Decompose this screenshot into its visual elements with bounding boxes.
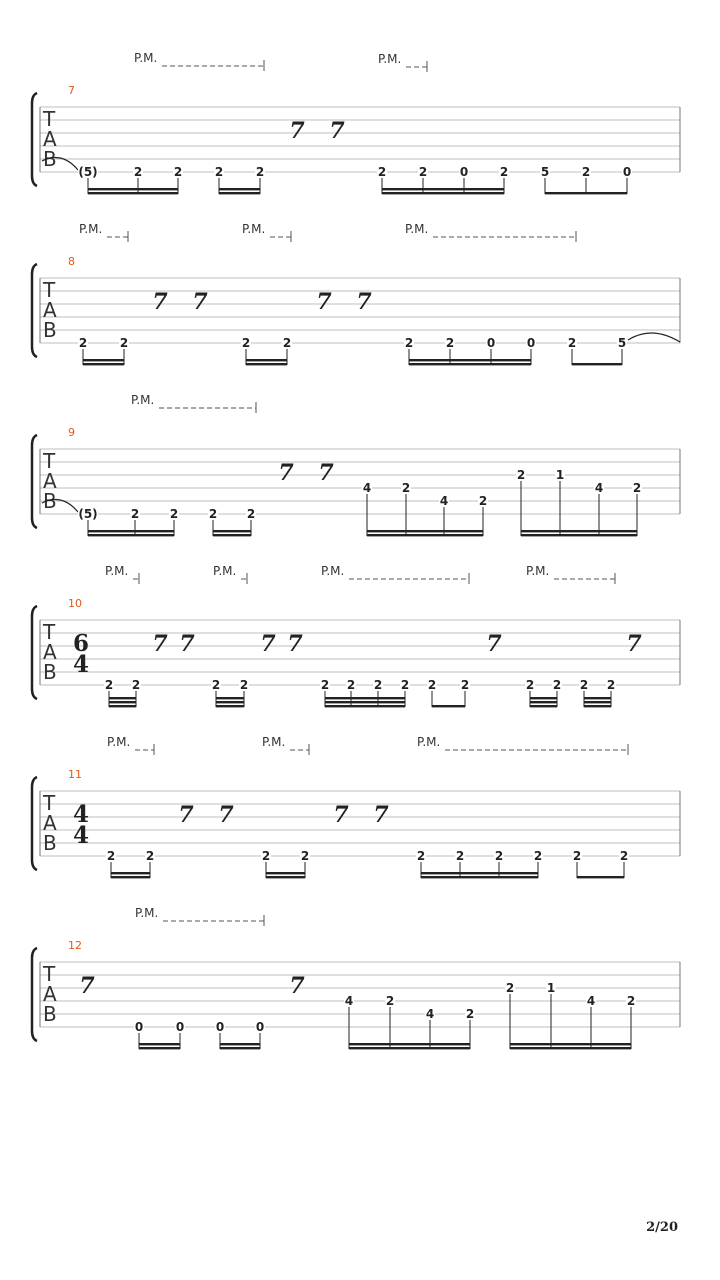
fret-number: 2 xyxy=(104,678,114,692)
system-bracket xyxy=(32,777,37,870)
tab-clef-t: T xyxy=(43,449,56,473)
rest-icon: 7 xyxy=(329,118,345,144)
note-beam xyxy=(83,359,124,361)
fret-number: 2 xyxy=(145,849,155,863)
fret-number: 5 xyxy=(540,165,550,179)
note-beam xyxy=(382,192,504,194)
fret-number: 0 xyxy=(622,165,632,179)
fret-number: 2 xyxy=(516,468,526,482)
note-beam xyxy=(325,697,405,699)
fret-number: 2 xyxy=(131,678,141,692)
note-beam xyxy=(109,697,136,699)
fret-number: 2 xyxy=(572,849,582,863)
rest-icon: 7 xyxy=(178,802,194,828)
fret-number: 2 xyxy=(460,678,470,692)
fret-number: 2 xyxy=(78,336,88,350)
rest-icon: 7 xyxy=(289,118,305,144)
palm-mute-label: P.M. xyxy=(526,564,550,578)
note-beam xyxy=(216,697,244,699)
palm-mute-label: P.M. xyxy=(242,222,266,236)
note-beam xyxy=(421,876,538,878)
note-beam xyxy=(521,534,637,536)
system-bracket xyxy=(32,948,37,1041)
rest-icon: 7 xyxy=(626,631,642,657)
palm-mute-label: P.M. xyxy=(79,222,103,236)
palm-mute-label: P.M. xyxy=(131,393,155,407)
tab-clef-b: B xyxy=(43,489,57,513)
fret-number: 2 xyxy=(211,678,221,692)
note-beam xyxy=(220,1047,260,1049)
palm-mute-label: P.M. xyxy=(321,564,345,578)
fret-number: 0 xyxy=(459,165,469,179)
rest-icon: 7 xyxy=(218,802,234,828)
fret-number: 2 xyxy=(632,481,642,495)
time-signature-top: 4 xyxy=(73,801,90,828)
fret-number: 2 xyxy=(581,165,591,179)
fret-number: 2 xyxy=(505,981,515,995)
rest-icon: 7 xyxy=(316,289,332,315)
rest-icon: 7 xyxy=(192,289,208,315)
note-beam xyxy=(325,701,405,703)
palm-mute-label: P.M. xyxy=(262,735,286,749)
note-beam xyxy=(139,1043,180,1045)
rest-icon: 7 xyxy=(152,631,168,657)
tab-clef-b: B xyxy=(43,1002,57,1026)
note-beam xyxy=(88,188,178,190)
fret-number: 2 xyxy=(246,507,256,521)
note-beam xyxy=(510,1047,631,1049)
fret-number: 4 xyxy=(362,481,372,495)
note-beam xyxy=(216,701,244,703)
rest-icon: 7 xyxy=(79,973,95,999)
fret-number: 2 xyxy=(385,994,395,1008)
fret-number: 2 xyxy=(579,678,589,692)
fret-number: 2 xyxy=(465,1007,475,1021)
tab-clef-b: B xyxy=(43,831,57,855)
fret-number: 4 xyxy=(425,1007,435,1021)
fret-number: (5) xyxy=(78,165,98,179)
note-beam xyxy=(216,705,244,707)
measure-number: 10 xyxy=(68,597,82,610)
fret-number: 5 xyxy=(617,336,627,350)
rest-icon: 7 xyxy=(356,289,372,315)
note-beam xyxy=(367,530,483,532)
time-signature-bottom: 4 xyxy=(73,651,90,678)
tab-clef-t: T xyxy=(43,791,56,815)
tab-clef-a: A xyxy=(43,811,57,835)
rest-icon: 7 xyxy=(179,631,195,657)
note-beam xyxy=(83,363,124,365)
rest-icon: 7 xyxy=(278,460,294,486)
note-beam xyxy=(382,188,504,190)
fret-number: 4 xyxy=(594,481,604,495)
fret-number: 2 xyxy=(416,849,426,863)
fret-number: 2 xyxy=(214,165,224,179)
fret-number: 2 xyxy=(133,165,143,179)
note-beam xyxy=(88,530,174,532)
tab-clef-b: B xyxy=(43,147,57,171)
tab-clef-a: A xyxy=(43,127,57,151)
palm-mute-label: P.M. xyxy=(134,51,158,65)
note-beam xyxy=(510,1043,631,1045)
measure-number: 7 xyxy=(68,84,75,97)
fret-number: 2 xyxy=(130,507,140,521)
fret-number: 2 xyxy=(525,678,535,692)
note-beam xyxy=(367,534,483,536)
system-bracket xyxy=(32,606,37,699)
note-beam xyxy=(521,530,637,532)
fret-number: 4 xyxy=(586,994,596,1008)
fret-number: 2 xyxy=(427,678,437,692)
tab-clef-b: B xyxy=(43,318,57,342)
fret-number: 4 xyxy=(344,994,354,1008)
fret-number: 2 xyxy=(606,678,616,692)
fret-number: 2 xyxy=(567,336,577,350)
note-beam xyxy=(409,359,531,361)
note-beam xyxy=(349,1043,470,1045)
fret-number: 2 xyxy=(400,678,410,692)
fret-number: 2 xyxy=(320,678,330,692)
fret-number: 0 xyxy=(486,336,496,350)
palm-mute-label: P.M. xyxy=(105,564,129,578)
note-beam xyxy=(88,534,174,536)
note-beam xyxy=(219,188,260,190)
note-beam xyxy=(584,705,611,707)
note-beam xyxy=(584,697,611,699)
fret-number: 2 xyxy=(282,336,292,350)
rest-icon: 7 xyxy=(318,460,334,486)
rest-icon: 7 xyxy=(152,289,168,315)
fret-number: 1 xyxy=(546,981,556,995)
fret-number: 2 xyxy=(401,481,411,495)
note-beam xyxy=(325,705,405,707)
fret-number: 2 xyxy=(255,165,265,179)
fret-number: 2 xyxy=(261,849,271,863)
system-bracket xyxy=(32,93,37,186)
note-beam xyxy=(432,705,465,707)
note-beam xyxy=(266,876,305,878)
tab-clef-t: T xyxy=(43,962,56,986)
fret-number: (5) xyxy=(78,507,98,521)
palm-mute-label: P.M. xyxy=(213,564,237,578)
fret-number: 2 xyxy=(377,165,387,179)
fret-number: 4 xyxy=(439,494,449,508)
note-beam xyxy=(584,701,611,703)
rest-icon: 7 xyxy=(287,631,303,657)
tab-clef-a: A xyxy=(43,298,57,322)
note-beam xyxy=(111,872,150,874)
fret-number: 2 xyxy=(552,678,562,692)
note-beam xyxy=(109,701,136,703)
note-beam xyxy=(220,1043,260,1045)
palm-mute-label: P.M. xyxy=(417,735,441,749)
measure-number: 8 xyxy=(68,255,75,268)
note-beam xyxy=(349,1047,470,1049)
note-beam xyxy=(246,359,287,361)
note-beam xyxy=(577,876,624,878)
note-beam xyxy=(213,530,251,532)
fret-number: 0 xyxy=(215,1020,225,1034)
palm-mute-label: P.M. xyxy=(378,52,402,66)
tab-clef-b: B xyxy=(43,660,57,684)
note-beam xyxy=(246,363,287,365)
fret-number: 2 xyxy=(626,994,636,1008)
rest-icon: 7 xyxy=(260,631,276,657)
fret-number: 2 xyxy=(619,849,629,863)
fret-number: 2 xyxy=(119,336,129,350)
note-beam xyxy=(139,1047,180,1049)
palm-mute-label: P.M. xyxy=(135,906,159,920)
tab-clef-t: T xyxy=(43,620,56,644)
time-signature-top: 6 xyxy=(73,630,90,657)
page-number: 2/20 xyxy=(646,1220,678,1235)
fret-number: 2 xyxy=(241,336,251,350)
note-beam xyxy=(545,192,627,194)
note-beam xyxy=(88,192,178,194)
system-bracket xyxy=(32,264,37,357)
rest-icon: 7 xyxy=(333,802,349,828)
fret-number: 2 xyxy=(533,849,543,863)
fret-number: 2 xyxy=(373,678,383,692)
rest-icon: 7 xyxy=(289,973,305,999)
fret-number: 2 xyxy=(208,507,218,521)
fret-number: 0 xyxy=(134,1020,144,1034)
note-beam xyxy=(109,705,136,707)
fret-number: 2 xyxy=(106,849,116,863)
note-beam xyxy=(530,697,557,699)
note-beam xyxy=(530,701,557,703)
fret-number: 2 xyxy=(494,849,504,863)
note-beam xyxy=(213,534,251,536)
fret-number: 2 xyxy=(169,507,179,521)
time-signature-bottom: 4 xyxy=(73,822,90,849)
fret-number: 2 xyxy=(455,849,465,863)
fret-number: 2 xyxy=(445,336,455,350)
fret-number: 2 xyxy=(478,494,488,508)
fret-number: 2 xyxy=(499,165,509,179)
measure-number: 12 xyxy=(68,939,82,952)
note-beam xyxy=(572,363,622,365)
rest-icon: 7 xyxy=(373,802,389,828)
fret-number: 2 xyxy=(239,678,249,692)
system-bracket xyxy=(32,435,37,528)
note-beam xyxy=(266,872,305,874)
note-beam xyxy=(421,872,538,874)
fret-number: 2 xyxy=(300,849,310,863)
rest-icon: 7 xyxy=(486,631,502,657)
fret-number: 2 xyxy=(173,165,183,179)
measure-number: 9 xyxy=(68,426,75,439)
tie-out xyxy=(628,333,680,342)
fret-number: 2 xyxy=(346,678,356,692)
tab-clef-a: A xyxy=(43,469,57,493)
tab-clef-a: A xyxy=(43,982,57,1006)
tab-clef-t: T xyxy=(43,278,56,302)
tab-clef-t: T xyxy=(43,107,56,131)
note-beam xyxy=(111,876,150,878)
fret-number: 2 xyxy=(404,336,414,350)
tab-clef-a: A xyxy=(43,640,57,664)
fret-number: 0 xyxy=(175,1020,185,1034)
palm-mute-label: P.M. xyxy=(107,735,131,749)
measure-number: 11 xyxy=(68,768,82,781)
note-beam xyxy=(530,705,557,707)
note-beam xyxy=(219,192,260,194)
fret-number: 0 xyxy=(526,336,536,350)
palm-mute-label: P.M. xyxy=(405,222,429,236)
fret-number: 0 xyxy=(255,1020,265,1034)
fret-number: 2 xyxy=(418,165,428,179)
note-beam xyxy=(409,363,531,365)
fret-number: 1 xyxy=(555,468,565,482)
